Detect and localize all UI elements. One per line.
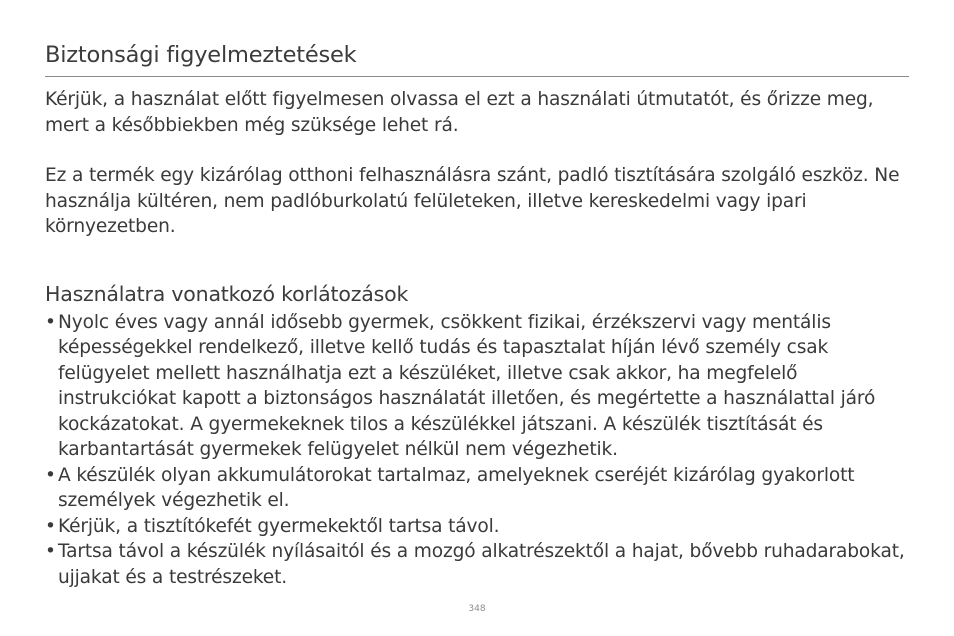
list-item-text: Tartsa távol a készülék nyílásaitól és a mozgó alkatrészektől a hajat, bővebb ruhadarabokat, ujjakat és a testrészeket. [58,541,905,588]
document-page [45,38,911,590]
bullet-icon: • [45,311,56,333]
bullet-icon: • [45,515,56,537]
restrictions-heading: Használatra vonatkozó korlátozások [45,281,409,306]
list-item-text: A készülék olyan akkumulátorokat tartalmaz, amelyeknek cseréjét kizárólag gyakorlott személyek végezhetik el. [58,464,855,511]
intro-paragraph: Ez a termék egy kizárólag otthoni felhasználásra szánt, padló tisztítására szolgáló eszköz. Ne használja kültéren, nem padlóburkolatú felületeken, illetve kereskedelmi vagy ipari környezetben. [45,165,900,237]
restrictions-list [45,310,911,591]
page-number: 348 [468,604,486,614]
list-item [45,463,911,514]
list-item [45,539,911,590]
list-item [45,310,911,463]
section-title: Biztonsági figyelmeztetések [45,38,909,77]
bullet-icon: • [45,541,56,562]
list-item-text: Nyolc éves vagy annál idősebb gyermek, csökkent fizikai, érzékszervi vagy mentális képességekkel rendelkező, illetve kellő tudás és tapasztalat híján lévő személy csak felügyelet mellett használhatja ezt a készüléket, illetve csak akkor, ha megfelelő instrukciókat kapott a biztonságos használatát illetően, és megértette a használattal járó kockázatokat. A gyermekeknek tilos a készülékkel játszani. A készülék tisztítását és karbantartását gyermekek felügyelet nélkül nem végezhetik. [58,311,876,460]
bullet-icon: • [45,464,56,486]
list-item [45,514,911,540]
list-item-text: Kérjük, a tisztítókefét gyermekektől tartsa távol. [58,515,500,537]
intro-paragraph: Kérjük, a használat előtt figyelmesen olvassa el ezt a használati útmutatót, és őrizze meg, mert a későbbiekben még szüksége lehet rá. [45,89,874,136]
